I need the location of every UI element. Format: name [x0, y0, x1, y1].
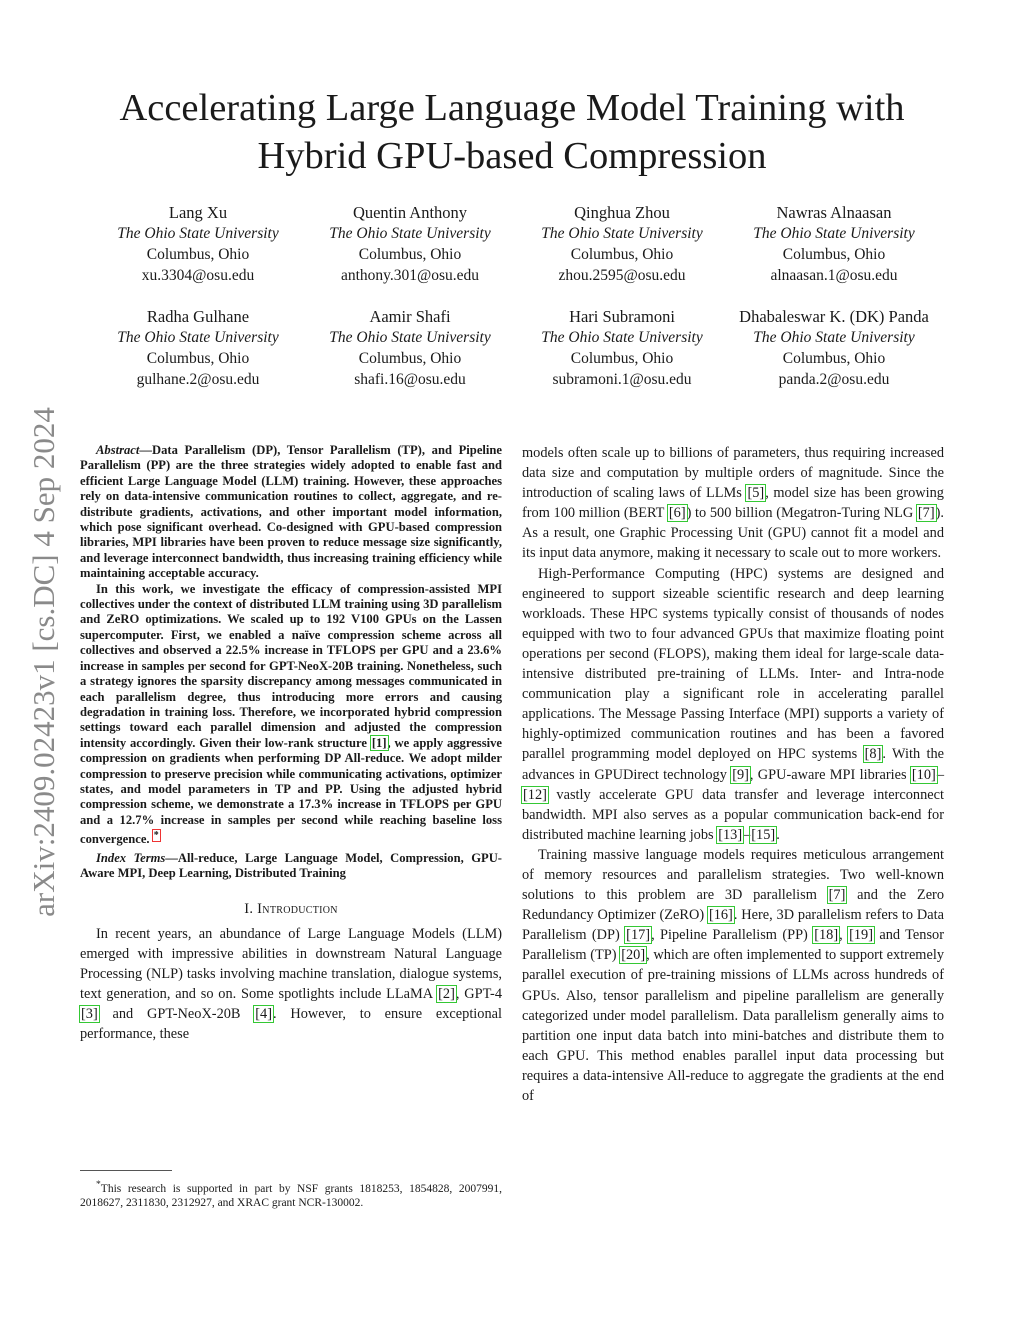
paper-title: [80, 84, 944, 180]
arxiv-identifier: [22, 362, 66, 962]
body-text: , model size has been growing from 100 million (BERT: [522, 485, 944, 522]
citation-link[interactable]: [1]: [371, 735, 387, 750]
section-heading-introduction: I. Introduction: [244, 900, 338, 917]
citation-link[interactable]: [7]: [828, 887, 846, 904]
author-affiliation: The Ohio State University: [117, 225, 279, 242]
author-block: [304, 202, 516, 286]
body-text: ). As a result, one Graphic Processing Unit (GPU) cannot fit a model and its input data anymore, making it necessary to scale out to more workers.: [522, 505, 945, 562]
citation-link[interactable]: [20]: [621, 947, 646, 964]
author-name: Aamir Shafi: [369, 307, 451, 326]
body-paragraph-2: [522, 564, 944, 845]
intro-text-a: In recent years, an abundance of Large Language Models (LLM) emerged with impressive abilities in downstream Natural Language Processing (NLP) tasks involving machine translation, dialogue systems, text generation, and so on. Some spotlights include LLaMA: [80, 925, 502, 1002]
citation-link[interactable]: [5]: [747, 485, 765, 502]
body-text: models often scale up to billions of parameters, thus requiring increased data size and computation by multiple orders of magnitude. Since the introduction of scaling laws of LLMs: [522, 445, 944, 502]
index-terms-text: All-reduce, Large Language Model, Compression, GPU-Aware MPI, Deep Learning, Distributed Training: [80, 850, 502, 881]
citation-link[interactable]: [2]: [438, 985, 455, 1002]
author-email: panda.2@osu.edu: [778, 371, 890, 388]
author-affiliation: The Ohio State University: [117, 329, 279, 346]
body-text: High-Performance Computing (HPC) systems are designed and engineered to support sizeable scientific research and deep learning workloads. These HPC systems typically consist of thousands of nodes equipped with two to four advanced GPUs that maximize floating point operations per second (FLOPS), making them ideal for large-scale data-intensive distributed pre-training of LLMs. Inter- and Intra-node communication play a significant role in accelerating parallel applications. The Message Passing Interface (MPI) supports a variety of highly-optimized communication routines and has been a favored parallel programming model deployed on HPC systems: [522, 565, 944, 763]
body-text: . Here, 3D parallelism refers to Data Parallelism (DP): [522, 907, 944, 944]
author-name: Radha Gulhane: [146, 307, 250, 326]
abstract-label: Abstract: [96, 443, 140, 457]
body-text: vastly accelerate GPU data transfer and leverage interconnect bandwidth. MPI also serves as a popular communication back-end for distributed machine learning jobs: [522, 786, 944, 843]
body-text: and the Zero Redundancy Optimizer (ZeRO): [522, 887, 945, 924]
author-email: shafi.16@osu.edu: [354, 371, 466, 388]
intro-text-d: . However, to ensure exceptional performance, these: [80, 1006, 502, 1043]
abstract-text-2b: , we apply aggressive compression on gradients when performing DP All-reduce. We adopt milder compression to preserve precision while communicating activations, optimizer states, and model parameters in TP and PP. Using the adjusted hybrid compression scheme, we demonstrate a 17.3% increase in TFLOPS per GPU and a 12.7% increase in samples per second while reaching baseline loss convergence.: [80, 735, 502, 847]
author-affiliation: The Ohio State University: [329, 329, 491, 346]
author-row-1: [92, 202, 940, 286]
citation-separator: ,: [839, 927, 849, 944]
author-location: Columbus, Ohio: [570, 246, 674, 263]
citation-range-dash: –: [743, 826, 751, 843]
citation-link[interactable]: [13]: [718, 826, 743, 843]
abstract-text-1: Data Parallelism (DP), Tensor Parallelism (TP), and Pipeline Parallelism (PP) are the three strategies widely adopted to enable fast and efficient Large Language Model (LLM) training. However, these approaches rely on data-intensive communication routines to collect, aggregate, and re-distribute gradients, activations, and other important model information, which pose significant overhead. Co-designed with GPU-based compression libraries, MPI libraries have been proven to reduce message size significantly, and leverage interconnect bandwidth, thus increasing training efficiency while maintaining acceptable accuracy.: [80, 443, 502, 581]
left-column: [80, 443, 502, 1044]
body-text: ) to 500 billion (Megatron-Turing NLG: [686, 505, 914, 522]
body-text: and Tensor Parallelism (TP): [522, 927, 945, 964]
author-location: Columbus, Ohio: [782, 246, 886, 263]
citation-link[interactable]: [16]: [708, 907, 733, 924]
author-location: Columbus, Ohio: [570, 350, 674, 367]
body-text: , Pipeline Parallelism (PP): [651, 927, 808, 944]
author-affiliation: The Ohio State University: [541, 329, 703, 346]
citation-link[interactable]: [12]: [523, 786, 547, 803]
body-text: Training massive language models requires meticulous arrangement of memory resources and parallelism strategies. Two well-known solutions to this problem are 3D parallelism: [522, 846, 944, 904]
author-email: xu.3304@osu.edu: [141, 267, 255, 284]
body-text: .: [776, 826, 780, 843]
author-block: [92, 306, 304, 390]
abstract-paragraph-1: Abstract—Data Parallelism (DP), Tensor Parallelism (TP), and Pipeline Parallelism (PP) are the three strategies widely adopted to enable fast and efficient Large Language Model (LLM) training. However, these approaches rely on data-intensive communication routines to collect, aggregate, and re-distribute gradients, activations, and other important model information, which pose significant overhead. Co-designed with GPU-based compression libraries, MPI libraries have been proven to reduce message size significantly, and leverage interconnect bandwidth, thus increasing training efficiency while maintaining acceptable accuracy.: [80, 443, 502, 581]
author-email: anthony.301@osu.edu: [340, 267, 480, 284]
author-block: [304, 306, 516, 390]
author-email: subramoni.1@osu.edu: [552, 371, 692, 388]
body-text: . With the advances in GPUDirect technology: [522, 746, 945, 783]
title-line-2: Hybrid GPU-based Compression: [257, 135, 767, 177]
citation-link[interactable]: [6]: [668, 505, 686, 522]
title-line-1: Accelerating Large Language Model Training with: [119, 87, 905, 129]
author-name: Quentin Anthony: [352, 203, 468, 222]
citation-link[interactable]: [15]: [751, 826, 776, 843]
body-text: , GPU-aware MPI libraries: [749, 766, 907, 783]
footnote-link[interactable]: *: [153, 830, 159, 842]
index-terms: Index Terms—All-reduce, Large Language Model, Compression, GPU-Aware MPI, Deep Learning, Distributed Training: [80, 850, 502, 881]
abstract-paragraph-2: [80, 582, 502, 848]
citation-link[interactable]: [10]: [911, 766, 936, 783]
intro-paragraph-1: [80, 924, 502, 1045]
author-block: [92, 202, 304, 286]
citation-link[interactable]: [17]: [626, 927, 651, 944]
footnote-text: This research is supported in part by NSF grants 1818253, 1854828, 2007991, 2018627, 2311830, 2312927, and XRAC grant NCR-130002.: [80, 1182, 502, 1210]
footnote: [80, 1178, 502, 1211]
citation-link[interactable]: [8]: [864, 746, 882, 763]
citation-link[interactable]: [3]: [81, 1006, 98, 1023]
author-affiliation: The Ohio State University: [541, 225, 703, 242]
intro-text-b: , GPT-4: [455, 985, 503, 1002]
citation-link[interactable]: [7]: [917, 505, 935, 522]
author-location: Columbus, Ohio: [782, 350, 886, 367]
citation-range-dash: –: [936, 766, 944, 783]
citation-link[interactable]: [18]: [814, 927, 839, 944]
citation-link[interactable]: [9]: [732, 766, 749, 783]
abstract-text-2a: In this work, we investigate the efficacy of compression-assisted MPI collectives under the context of distributed LLM training using 3D parallelism and ZeRO optimizations. We scaled up to 192 V100 GPUs on the Lassen supercomputer. First, we enabled a naïve compression scheme across all collectives and observed a 22.5% increase in TFLOPS per GPU and a 23.6% increase in samples per second for GPT-NeoX-20B training. Nonetheless, such a strategy ignores the sparsity discrepancy among messages communicated in each parallelism degree, thus introducing more errors and causing degradation in training loss. Therefore, we incorporated hybrid compression settings toward each parallel dimension and adjusted the compression intensity accordingly. Given their low-rank structure: [80, 581, 502, 750]
author-block: [728, 202, 940, 286]
author-name: Lang Xu: [168, 203, 228, 222]
author-affiliation: The Ohio State University: [753, 329, 915, 346]
intro-text-c: and GPT-NeoX-20B: [98, 1006, 241, 1023]
author-location: Columbus, Ohio: [146, 350, 250, 367]
arxiv-identifier-text: arXiv:2409.02423v1 [cs.DC] 4 Sep 2024: [26, 407, 61, 917]
author-location: Columbus, Ohio: [358, 350, 462, 367]
right-column: [522, 443, 944, 1106]
author-block: [516, 202, 728, 286]
author-location: Columbus, Ohio: [358, 246, 462, 263]
author-email: zhou.2595@osu.edu: [558, 267, 686, 284]
citation-link[interactable]: [4]: [255, 1006, 273, 1023]
author-affiliation: The Ohio State University: [753, 225, 915, 242]
author-name: Nawras Alnaasan: [776, 203, 892, 222]
citation-link[interactable]: [19]: [849, 927, 873, 944]
author-row-2: [92, 306, 940, 390]
author-block: [728, 306, 940, 390]
author-location: Columbus, Ohio: [146, 246, 250, 263]
author-affiliation: The Ohio State University: [329, 225, 491, 242]
author-email: gulhane.2@osu.edu: [136, 371, 260, 388]
author-name: Dhabaleswar K. (DK) Panda: [739, 307, 929, 326]
body-paragraph-3: [522, 845, 944, 1106]
body-paragraph-1: [522, 443, 944, 564]
index-terms-label: Index Terms: [96, 850, 166, 865]
footnote-mark: *: [96, 1179, 101, 1190]
author-name: Hari Subramoni: [569, 307, 675, 326]
author-block: [516, 306, 728, 390]
author-email: alnaasan.1@osu.edu: [770, 267, 898, 284]
body-text: , which are often implemented to support extremely parallel execution of pre-training missions of LLMs across hundreds of GPUs. Also, tensor parallelism and pipeline parallelism are generally categorized under model parallelism. Data parallelism generally aims to partition one input data batch into mini-batches and distribute them to each GPU. This method enables parallel input data processing but requires a data-intensive All-reduce to aggregate the gradients at the end of: [522, 947, 944, 1104]
author-name: Qinghua Zhou: [574, 203, 670, 222]
